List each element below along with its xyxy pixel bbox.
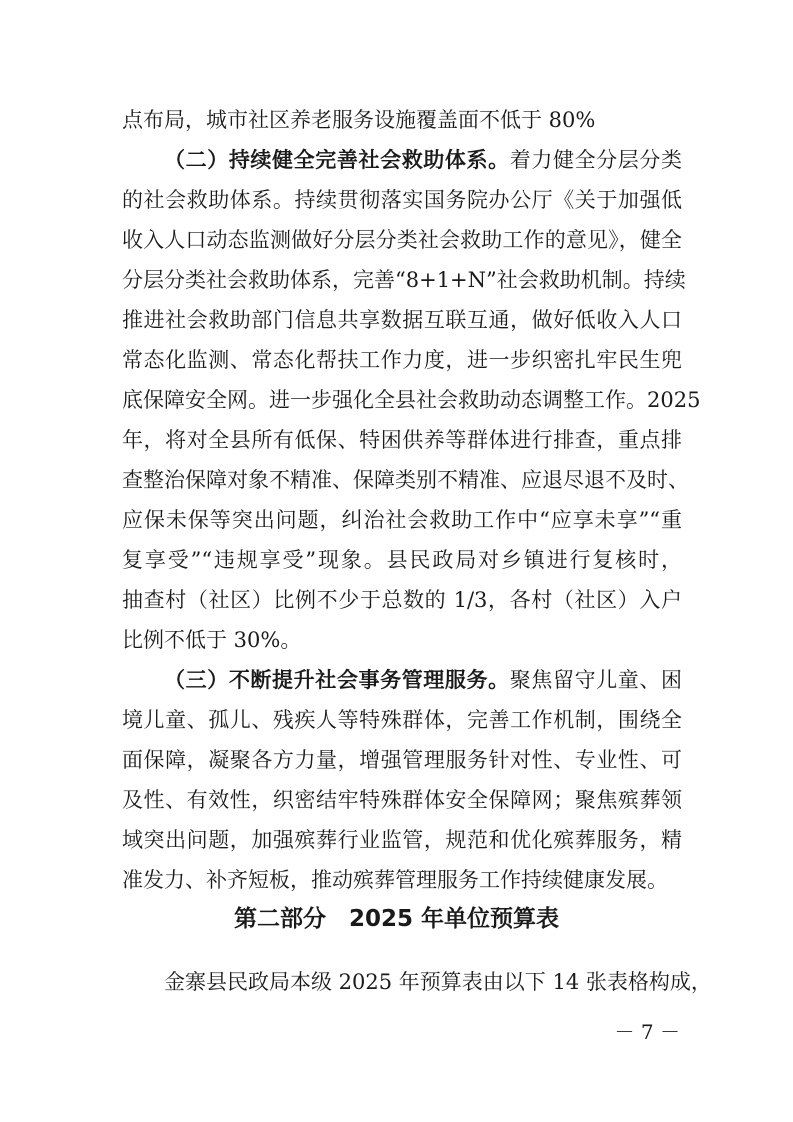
paragraph-heading-line bbox=[164, 140, 682, 180]
paragraph-heading-rest: 着力健全分层分类 bbox=[509, 148, 683, 172]
text-line: 点布局，城市社区养老服务设施覆盖面不低于 80% bbox=[122, 108, 596, 132]
text-line: 应保未保等突出问题，纠治社会救助工作中“应享未享”“重 bbox=[122, 508, 682, 532]
text-line: 抽查村（社区）比例不少于总数的 1/3，各村（社区）入户 bbox=[122, 588, 682, 612]
text-line: 年，将对全县所有低保、特困供养等群体进行排查，重点排 bbox=[122, 428, 682, 452]
text-line: 底保障安全网。进一步强化全县社会救助动态调整工作。2025 bbox=[122, 388, 701, 412]
text-line: 面保障，凝聚各方力量，增强管理服务针对性、专业性、可 bbox=[122, 748, 682, 772]
text-line: 分层分类社会救助体系，完善“8+1+N”社会救助机制。持续 bbox=[122, 268, 686, 292]
text-line: 金寨县民政局本级 2025 年预算表由以下 14 张表格构成， bbox=[164, 970, 712, 994]
text-line: 域突出问题，加强殡葬行业监管，规范和优化殡葬服务，精 bbox=[122, 828, 682, 852]
text-line: 准发力、补齐短板，推动殡葬管理服务工作持续健康发展。 bbox=[122, 868, 668, 892]
text-line: 收入人口动态监测做好分层分类社会救助工作的意见》，健全 bbox=[122, 228, 682, 252]
paragraph-heading-rest: 聚焦留守儿童、困 bbox=[509, 668, 683, 692]
section-heading: 第二部分 2025 年单位预算表 bbox=[233, 906, 560, 932]
text-line: 及性、有效性，织密结牢特殊群体安全保障网；聚焦殡葬领 bbox=[122, 788, 682, 812]
text-line: 查整治保障对象不精准、保障类别不精准、应退尽退不及时、 bbox=[122, 468, 689, 492]
text-line: 推进社会救助部门信息共享数据互联互通，做好低收入人口 bbox=[122, 308, 682, 332]
paragraph-heading-line bbox=[164, 660, 682, 700]
paragraph-heading-bold: （三）不断提升社会事务管理服务。 bbox=[164, 668, 510, 692]
paragraph-heading-bold: （二）持续健全完善社会救助体系。 bbox=[164, 148, 510, 172]
text-line: 比例不低于 30%。 bbox=[122, 628, 302, 652]
text-line: 常态化监测、常态化帮扶工作力度，进一步织密扎牢民生兜 bbox=[122, 348, 682, 372]
text-line: 复享受”“违规享受”现象。县民政局对乡镇进行复核时， bbox=[122, 548, 682, 572]
page-number: － 7 － bbox=[614, 1020, 680, 1044]
text-line: 境儿童、孤儿、残疾人等特殊群体，完善工作机制，围绕全 bbox=[122, 708, 682, 732]
text-line: 的社会救助体系。持续贯彻落实国务院办公厅《关于加强低 bbox=[122, 188, 682, 212]
